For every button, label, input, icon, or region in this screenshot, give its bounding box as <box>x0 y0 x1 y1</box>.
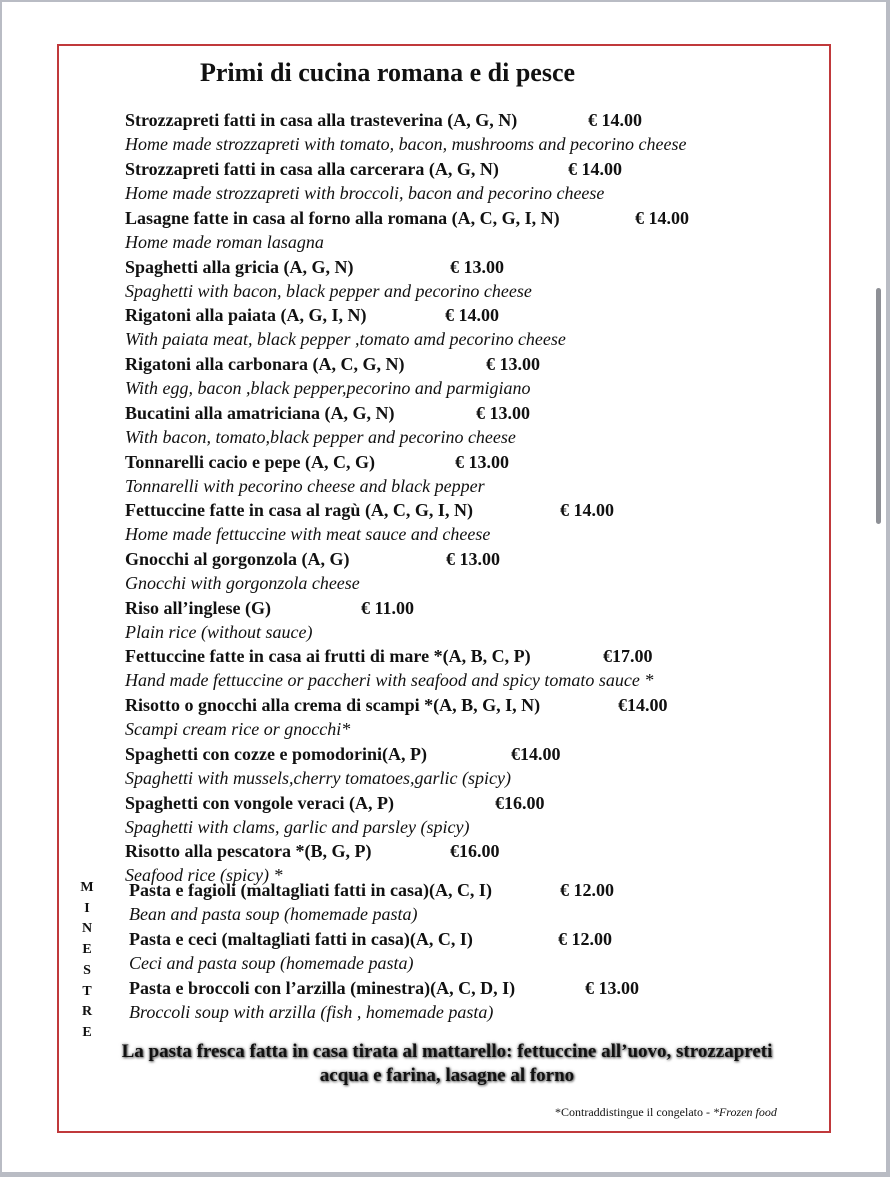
page-title: Primi di cucina romana e di pesce <box>200 58 576 87</box>
footnote-text: *Contraddistingue il congelato - <box>555 1105 713 1119</box>
dish-name: Strozzapreti fatti in casa alla carcerara (A, G, N) <box>125 159 499 179</box>
dish-name: Fettuccine fatte in casa ai frutti di mare *(A, B, C, P) <box>125 646 531 666</box>
dish-name: Riso all’inglese (G) <box>125 598 271 618</box>
dish-price: € 13.00 <box>476 403 530 423</box>
menu-item <box>125 352 540 401</box>
dish-price: €14.00 <box>618 695 668 715</box>
menu-item <box>125 791 545 840</box>
dish-name: Rigatoni alla carbonara (A, C, G, N) <box>125 354 405 374</box>
menu-item <box>125 596 415 645</box>
dish-description: Tonnarelli with pecorino cheese and black pepper <box>125 476 485 496</box>
dish-description: Bean and pasta soup (homemade pasta) <box>129 904 418 924</box>
dish-description: Spaghetti with clams, garlic and parsley (spicy) <box>125 817 470 837</box>
dish-description: With bacon, tomato,black pepper and pecorino cheese <box>125 427 516 447</box>
dish-description: Scampi cream rice or gnocchi* <box>125 719 351 739</box>
dish-name: Fettuccine fatte in casa al ragù (A, C, G, I, N) <box>125 500 473 520</box>
dish-price: €17.00 <box>603 646 653 666</box>
menu-item <box>125 644 653 693</box>
dish-name: Risotto alla pescatora *(B, G, P) <box>125 841 372 861</box>
frozen-footnote <box>555 1105 777 1120</box>
vertical-letter: S <box>83 962 91 978</box>
dish-name: Pasta e broccoli con l’arzilla (minestra)(A, C, D, I) <box>129 978 516 998</box>
dish-name: Spaghetti con cozze e pomodorini(A, P) <box>125 744 427 764</box>
dish-description: Home made strozzapreti with tomato, bacon, mushrooms and pecorino cheese <box>125 134 687 154</box>
dish-price: € 13.00 <box>450 257 504 277</box>
dish-description: Plain rice (without sauce) <box>125 622 313 642</box>
dish-description: Ceci and pasta soup (homemade pasta) <box>129 953 414 973</box>
dish-price: € 14.00 <box>568 159 622 179</box>
dish-name: Strozzapreti fatti in casa alla trasteverina (A, G, N) <box>125 110 518 130</box>
vertical-letter: N <box>81 921 93 937</box>
dish-price: € 13.00 <box>455 452 509 472</box>
soup-item <box>129 976 639 1025</box>
menu-page <box>2 2 886 1172</box>
menu-item <box>125 255 532 304</box>
vertical-letter: E <box>82 1024 92 1040</box>
dish-description: Home made strozzapreti with broccoli, bacon and pecorino cheese <box>125 183 605 203</box>
vertical-letter: T <box>82 983 92 999</box>
minestre-vertical-label <box>80 878 94 1044</box>
fresh-pasta-note <box>64 1040 830 1088</box>
menu-item <box>125 157 622 206</box>
dish-name: Rigatoni alla paiata (A, G, I, N) <box>125 305 367 325</box>
dish-description: Home made roman lasagna <box>125 232 324 252</box>
dish-price: € 12.00 <box>560 880 614 900</box>
dish-price: € 14.00 <box>635 208 689 228</box>
dish-description: Hand made fettuccine or paccheri with seafood and spicy tomato sauce * <box>125 670 654 690</box>
dish-price: € 13.00 <box>486 354 540 374</box>
menu-item <box>125 401 530 450</box>
dish-price: €16.00 <box>450 841 500 861</box>
dish-description: Spaghetti with bacon, black pepper and pecorino cheese <box>125 281 532 301</box>
vertical-letter: I <box>84 900 90 916</box>
dish-description: Home made fettuccine with meat sauce and cheese <box>125 524 491 544</box>
vertical-letter: M <box>80 880 94 895</box>
dish-price: € 14.00 <box>445 305 499 325</box>
dish-price: €14.00 <box>511 744 561 764</box>
dish-description: With paiata meat, black pepper ,tomato amd pecorino cheese <box>125 329 566 349</box>
dish-name: Bucatini alla amatriciana (A, G, N) <box>125 403 395 423</box>
dish-price: €16.00 <box>495 793 545 813</box>
menu-item <box>125 498 614 547</box>
menu-item <box>125 693 668 742</box>
vertical-scrollbar[interactable] <box>876 288 881 524</box>
dish-description: Broccoli soup with arzilla (fish , homemade pasta) <box>129 1002 494 1022</box>
menu-item <box>125 206 689 255</box>
menu-item <box>125 450 509 499</box>
menu-item <box>125 303 566 352</box>
menu-item <box>125 742 561 791</box>
dish-price: € 14.00 <box>588 110 642 130</box>
dish-name: Tonnarelli cacio e pepe (A, C, G) <box>125 452 375 472</box>
dish-description: Gnocchi with gorgonzola cheese <box>125 573 360 593</box>
dish-description: Spaghetti with mussels,cherry tomatoes,garlic (spicy) <box>125 768 511 788</box>
footnote-italic: *Frozen food <box>712 1105 777 1119</box>
soup-item <box>129 927 612 976</box>
vertical-letter: E <box>82 942 92 958</box>
dish-name: Gnocchi al gorgonzola (A, G) <box>125 549 350 569</box>
dish-price: € 13.00 <box>585 978 639 998</box>
dish-price: € 11.00 <box>361 598 415 618</box>
dish-name: Pasta e fagioli (maltagliati fatti in casa)(A, C, I) <box>129 880 492 900</box>
menu-item <box>125 108 686 157</box>
dish-name: Risotto o gnocchi alla crema di scampi *(A, B, G, I, N) <box>125 695 541 715</box>
soup-item <box>129 878 614 927</box>
dish-description: Seafood rice (spicy) * <box>125 865 283 885</box>
vertical-letter: R <box>81 1004 93 1020</box>
dish-price: € 14.00 <box>560 500 614 520</box>
dish-price: € 13.00 <box>446 549 500 569</box>
dish-name: Spaghetti con vongole veraci (A, P) <box>125 793 394 813</box>
note-line: acqua e farina, lasagne al forno <box>319 1065 575 1086</box>
dish-description: With egg, bacon ,black pepper,pecorino and parmigiano <box>125 378 531 398</box>
menu-item <box>125 547 500 596</box>
dish-name: Pasta e ceci (maltagliati fatti in casa)(A, C, I) <box>129 929 473 949</box>
note-line: La pasta fresca fatta in casa tirata al mattarello: fettuccine all’uovo, strozzapreti <box>121 1041 773 1062</box>
dish-name: Lasagne fatte in casa al forno alla romana (A, C, G, I, N) <box>125 208 560 228</box>
dish-name: Spaghetti alla gricia (A, G, N) <box>125 257 354 277</box>
dish-price: € 12.00 <box>558 929 612 949</box>
